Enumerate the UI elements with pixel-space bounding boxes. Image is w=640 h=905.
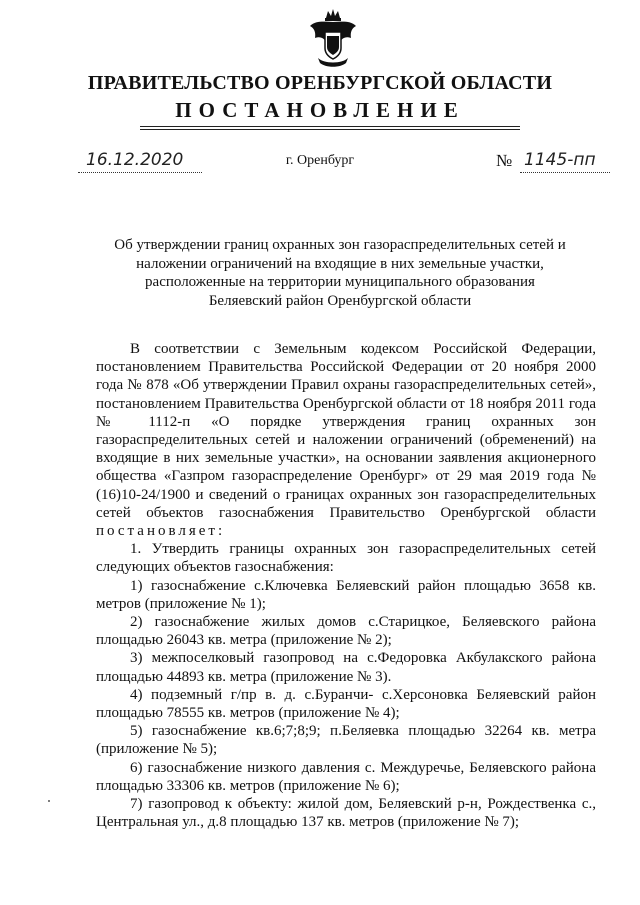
header-divider-thin bbox=[140, 129, 520, 130]
list-item: 6) газоснабжение низкого давления с. Междуречье, Беляевского района площадью 33306 кв. метров (приложение № 6); bbox=[96, 759, 596, 794]
list-item: 1. Утвердить границы охранных зон газораспределительных сетей следующих объектов газоснабжения: bbox=[96, 541, 596, 576]
header-divider bbox=[140, 126, 520, 127]
list-item: 2) газоснабжение жилых домов с.Старицкое, Беляевского района площадью 26043 кв. метра (приложение № 2); bbox=[96, 614, 596, 649]
list-item: 4) подземный г/пр в. д. с.Буранчи- с.Херсоновка Беляевский район площадью 78555 кв. метров (приложение № 4); bbox=[96, 686, 596, 722]
decree-title: ПОСТАНОВЛЕНИЕ bbox=[175, 98, 465, 122]
decree-date: 16.12.2020 bbox=[86, 150, 184, 170]
resolves-word: постановляет: bbox=[96, 523, 226, 540]
subject-line: Беляевский район Оренбургской области bbox=[208, 292, 472, 309]
list-item: 7) газопровод к объекту: жилой дом, Беляевский р-н, Рождественка с., Центральная ул., д.8 площадью 137 кв. метров (приложение № 7); bbox=[96, 796, 596, 831]
number-underline bbox=[520, 172, 610, 173]
list-item: 1) газоснабжение с.Ключевка Беляевский район площадью 3658 кв. метров (приложение № 1); bbox=[96, 577, 596, 612]
preamble-text: В соответствии с Земельным кодексом Российской Федерации, постановлением Правительства Российской Федерации от 20 ноября 2000 года № 878 «Об утверждении Правил охраны газораспределительных сетей», постановлением Правительства Оренбургской области от 18 ноября 2011 года № 1112-п «О порядке утверждения границ охранных зон газораспределительных сетей и наложении ограничений (обременений) на входящие в них земельные участки», на основании заявления акционерного общества «Газпром газораспределение Оренбург» от 29 мая 2019 года № (16)10-24/1900 и сведений о границах охранных зон газораспределительных сетей объектов газоснабжения Правительство Оренбургской области bbox=[96, 341, 596, 521]
coat-of-arms-icon bbox=[306, 8, 360, 70]
decree-subject bbox=[110, 236, 570, 310]
decree-number: 1145-пп bbox=[524, 150, 596, 170]
subject-line: Об утверждении границ охранных зон газораспределительных сетей и bbox=[114, 237, 566, 253]
preamble-paragraph bbox=[96, 340, 596, 540]
list-item: 3) межпоселковый газопровод на с.Федоровка Акбулакского района площадью 44893 кв. метра (приложение № 3). bbox=[96, 650, 596, 685]
subject-line: наложении ограничений на входящие в них земельные участки, bbox=[136, 255, 544, 272]
government-title: ПРАВИТЕЛЬСТВО ОРЕНБУРГСКОЙ ОБЛАСТИ bbox=[87, 72, 553, 94]
number-label: № bbox=[496, 151, 513, 170]
decree-body bbox=[96, 340, 596, 831]
scan-speck bbox=[48, 800, 50, 802]
list-item: 5) газоснабжение кв.6;7;8;9; п.Беляевка площадью 32264 кв. метра (приложение № 5); bbox=[96, 723, 596, 758]
decree-city: г. Оренбург bbox=[285, 153, 355, 168]
subject-line: расположенные на территории муниципального образования bbox=[145, 274, 535, 290]
date-underline bbox=[78, 172, 202, 173]
